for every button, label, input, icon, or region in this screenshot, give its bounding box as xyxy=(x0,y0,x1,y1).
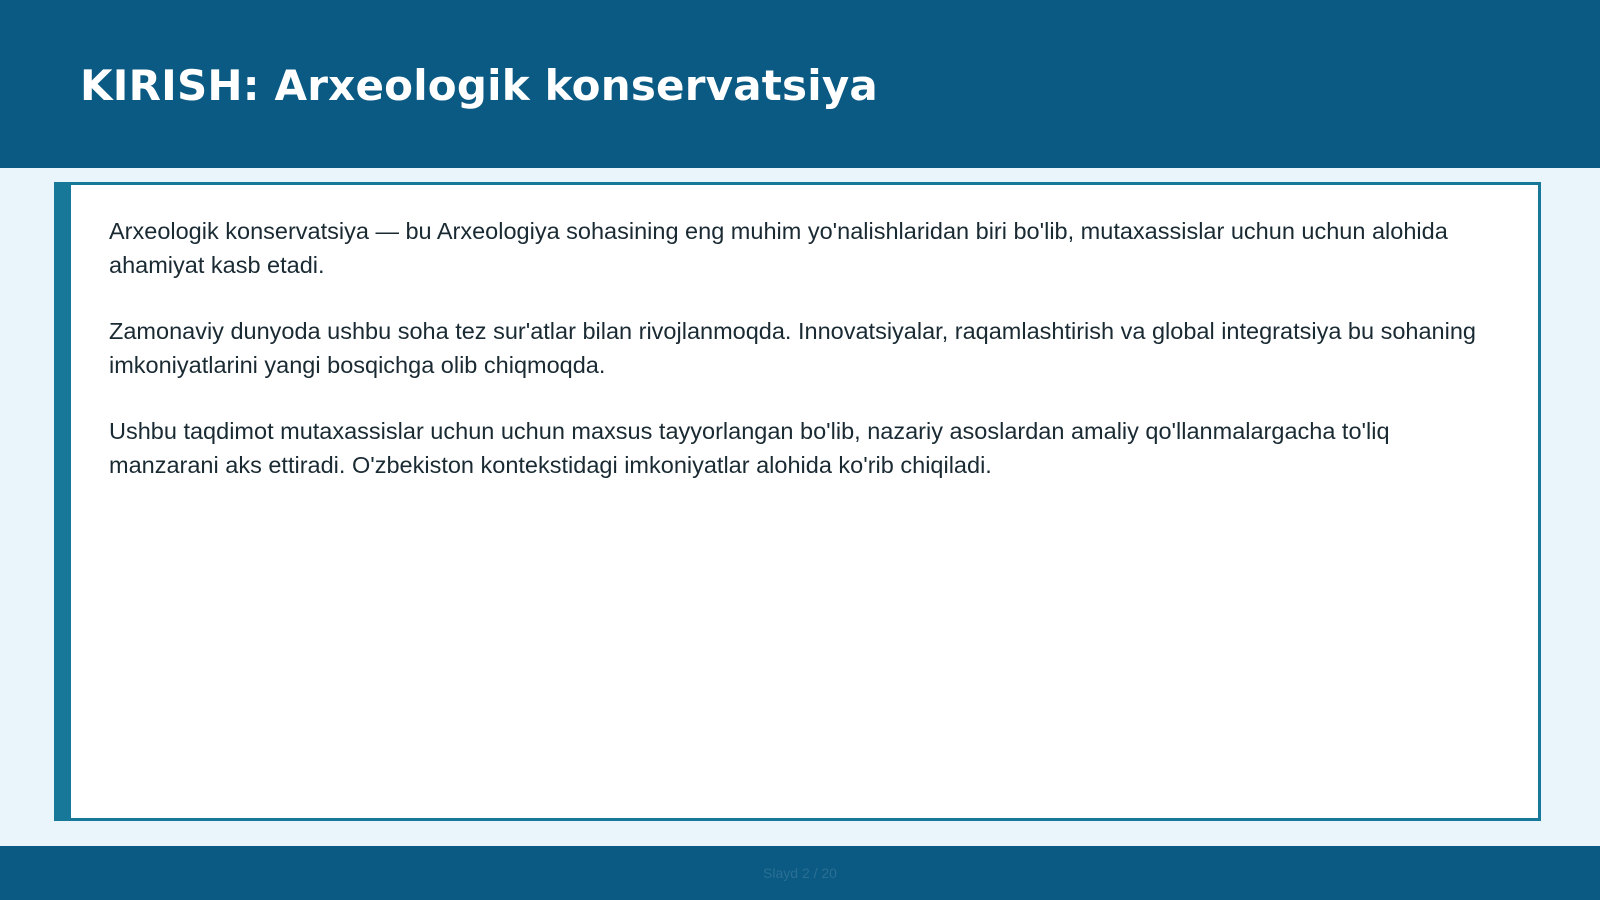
slide-header xyxy=(0,0,1600,168)
page-number: Slayd 2 / 20 xyxy=(763,865,837,881)
slide-footer xyxy=(0,846,1600,900)
content-card xyxy=(54,182,1541,821)
modern-world-paragraph: Zamonaviy dunyoda ushbu soha tez sur'atlar bilan rivojlanmoqda. Innovatsiyalar, raqamlashtirish va global integratsiya bu sohaning imkoniyatlarini yangi bosqichga olib chiqmoqda. xyxy=(109,318,1476,378)
slide-title: KIRISH: Arxeologik konservatsiya xyxy=(80,61,878,110)
presentation-scope-paragraph: Ushbu taqdimot mutaxassislar uchun uchun maxsus tayyorlangan bo'lib, nazariy asoslardan amaliy qo'llanmalargacha to'liq manzarani aks ettiradi. O'zbekiston kontekstidagi imkoniyatlar alohida ko'rib chiqiladi. xyxy=(109,418,1390,478)
intro-paragraph: Arxeologik konservatsiya — bu Arxeologiya sohasining eng muhim yo'nalishlaridan biri bo'lib, mutaxassislar uchun uchun alohida ahamiyat kasb etadi. xyxy=(109,218,1448,278)
